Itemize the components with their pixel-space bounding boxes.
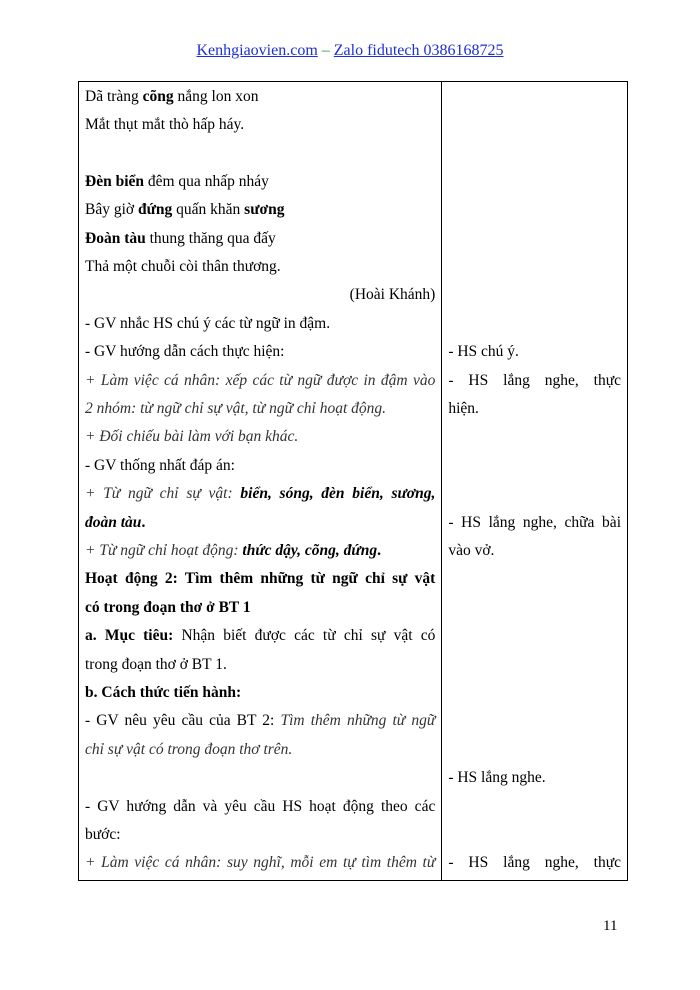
step-1-line-1: + Làm việc cá nhân: xếp các từ ngữ được in đậm vào (85, 372, 436, 389)
page-header (0, 42, 700, 60)
header-separator: – (317, 42, 334, 59)
poem-line-5: Đoàn tàu thung thăng qua đấy (85, 230, 276, 247)
gv-instruction-5-line-2: bước: (85, 826, 121, 843)
student-response-1: - HS chú ý. (448, 343, 519, 360)
student-response-5: - HS lắng nghe, thực (448, 854, 621, 871)
contact-link[interactable]: Zalo fidutech 0386168725 (333, 42, 504, 59)
site-link[interactable]: Kenhgiaovien.com (196, 42, 318, 59)
student-activity-column (442, 82, 628, 881)
poem-line-1: Dã tràng cõng nắng lon xon (85, 88, 259, 105)
activity-2-title-line-2: có trong đoạn thơ ở BT 1 (85, 599, 251, 616)
answer-1-line-2: đoàn tàu. (85, 514, 146, 531)
answer-2: + Từ ngữ chỉ hoạt động: thức dậy, cõng, đứng. (85, 542, 381, 559)
step-2: + Đối chiếu bài làm với bạn khác. (85, 428, 299, 445)
step-1-line-2: 2 nhóm: từ ngữ chỉ sự vật, từ ngữ chỉ hoạt động. (85, 400, 387, 417)
student-response-2-line-1: - HS lắng nghe, thực (448, 372, 621, 389)
teacher-activity-column (79, 82, 442, 881)
gv-instruction-4-line-2: chỉ sự vật có trong đoạn thơ trên. (85, 741, 293, 758)
method-heading: b. Cách thức tiến hành: (85, 684, 242, 701)
poem-line-2: Mắt thụt mắt thò hấp háy. (85, 116, 245, 133)
gv-instruction-2: - GV hướng dẫn cách thực hiện: (85, 343, 285, 360)
poem-line-6: Thả một chuỗi còi thân thương. (85, 258, 281, 275)
student-response-4: - HS lắng nghe. (448, 769, 546, 786)
student-response-3-line-1: - HS lắng nghe, chữa bài (448, 514, 621, 531)
gv-instruction-1: - GV nhắc HS chú ý các từ ngữ in đậm. (85, 315, 331, 332)
gv-instruction-4-line-1: - GV nêu yêu cầu của BT 2: Tìm thêm những từ ngữ (85, 712, 436, 729)
activity-2-title-line-1: Hoạt động 2: Tìm thêm những từ ngữ chỉ sự vật (85, 570, 436, 587)
goal-line-2: trong đoạn thơ ở BT 1. (85, 656, 227, 673)
poem-author: (Hoài Khánh) (349, 286, 436, 303)
student-response-3-line-2: vào vở. (448, 542, 495, 559)
poem-line-3: Đèn biển đêm qua nhấp nháy (85, 173, 269, 190)
answer-1-line-1: + Từ ngữ chỉ sự vật: biển, sóng, đèn biển, sương, (85, 485, 436, 502)
poem-line-4: Bây giờ đứng quấn khăn sương (85, 201, 285, 218)
page-number: 11 (603, 918, 618, 934)
lesson-table (78, 81, 628, 881)
step-3: + Làm việc cá nhân: suy nghĩ, mỗi em tự tìm thêm từ (85, 854, 436, 871)
student-response-2-line-2: hiện. (448, 400, 479, 417)
gv-instruction-3: - GV thống nhất đáp án: (85, 457, 235, 474)
gv-instruction-5-line-1: - GV hướng dẫn và yêu cầu HS hoạt động theo các (85, 798, 436, 815)
goal-line-1: a. Mục tiêu: Nhận biết được các từ chỉ sự vật có (85, 627, 436, 644)
